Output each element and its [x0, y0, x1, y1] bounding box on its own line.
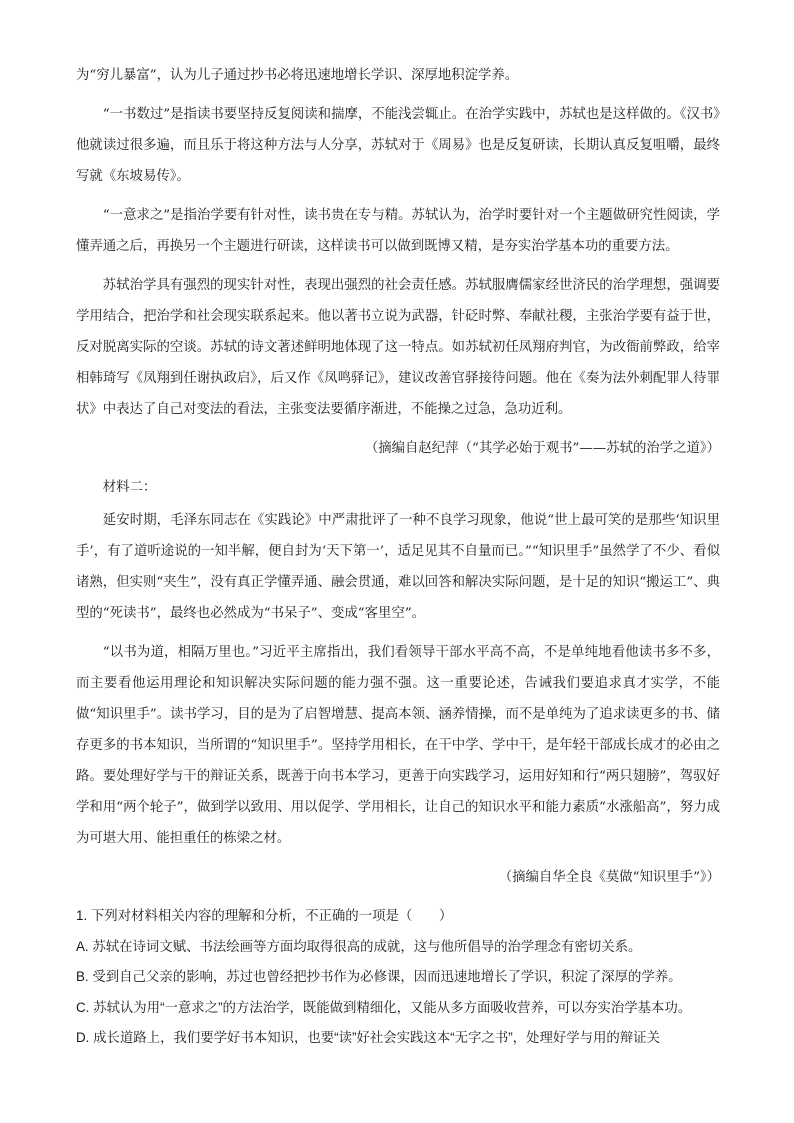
option-d: D. 成长道路上，我们要学好书本知识，也要“读”好社会实践这本“无字之书”，处理好学与用的辩证关: [76, 1030, 660, 1045]
option-c: C. 苏轼认为用“一意求之”的方法治学，既能做到精细化，又能从多方面吸收营养，可以夯实治学基本功。: [76, 999, 692, 1015]
material1-paragraph-3: 苏轼治学具有强烈的现实针对性，表现出强烈的社会责任感。苏轼服膺儒家经世济民的治学理想，强调要学用结合，把治学和社会现实联系起来。他以著书立说为武器，针砭时弊、奉献社稷，主张治学要有益于世，反对脱离实际的空谈。苏轼的诗文著述鲜明地体现了这一特点。如苏轼初任凤翔府判官，为改衙前弊政，给宰相韩琦写《凤翔到任谢执政启》，后又作《凤鸣驿记》，建议改善官驿接待问题。他在《奏为法外刺配罪人待罪状》中表达了自己对变法的看法，主张变法要循序渐进，不能操之过急，急功近利。: [76, 278, 720, 417]
material1-paragraph-2: “一意求之”是指治学要有针对性，读书贵在专与精。苏轼认为，治学时要针对一个主题做研究性阅读，学懂弄通之后，再换另一个主题进行研读，这样读书可以做到既博又精，是夯实治学基本功的重要方法。: [76, 208, 720, 254]
material2-paragraph-2: “以书为道，相隔万里也。”习近平主席指出，我们看领导干部水平高不高，不是单纯地看他读书多不多，而主要看他运用理论和知识解决实际问题的能力强不强。这一重要论述，告诫我们要追求真才实学，不能做“知识里手”。读书学习，目的是为了启智增慧、提高本领、涵养情操，而不是单纯为了追求读更多的书、储存更多的书本知识，当所谓的“知识里手”。坚持学用相长，在干中学、学中干，是年轻干部成长成才的必由之路。要处理好学与干的辩证关系，既善于向书本学习，更善于向实践学习，运用好知和行“两只翅膀”，驾驭好学和用“两个轮子”，做到学以致用、用以促学、学用相长，让自己的知识水平和能力素质“水涨船高”，努力成为可堪大用、能担重任的栋梁之材。: [76, 645, 720, 846]
option-a: A. 苏轼在诗词文赋、书法绘画等方面均取得很高的成就，这与他所倡导的治学理念有密切关系。: [76, 938, 642, 954]
option-b: B. 受到自己父亲的影响，苏过也曾经把抄书作为必修课，因而迅速地增长了学识，积淀了深厚的学养。: [76, 969, 682, 984]
material1-paragraph-1: “一书数过”是指读书要坚持反复阅读和揣摩，不能浅尝辄止。在治学实践中，苏轼也是这样做的。《汉书》他就读过很多遍，而且乐于将这种方法与人分享，苏轼对于《周易》也是反复研读，长期认真反复咀嚼，最终写就《东坡易传》。: [76, 107, 720, 184]
material2-paragraph-1: 延安时期，毛泽东同志在《实践论》中严肃批评了一种不良学习现象，他说“世上最可笑的是那些‘知识里手’，有了道听途说的一知半解，便自封为‘天下第一’，适足见其不自量而已。”“知识里手”虽然学了不少、看似诸熟，但实则“夹生”，没有真正学懂弄通、融会贯通，难以回答和解决实际问题，是十足的知识“搬运工”、典型的“死读书”，最终也必然成为“书呆子”、变成“客里空”。: [76, 513, 720, 621]
question-stem: 1. 下列对材料相关内容的理解和分析，不正确的一项是（ ）: [76, 908, 453, 923]
material2-source: （摘编自华全良《莫做“知识里手”》）: [498, 870, 720, 885]
material2-heading: 材料二：: [102, 480, 157, 495]
material1-source: （摘编自赵纪萍（“其学必始于观书”——苏轼的治学之道》）: [364, 441, 720, 456]
document-page: [76, 60, 720, 1054]
material1-paragraph-0: 为“穷儿暴富”，认为儿子通过抄书必将迅速地增长学识、深厚地积淀学养。: [76, 68, 519, 83]
